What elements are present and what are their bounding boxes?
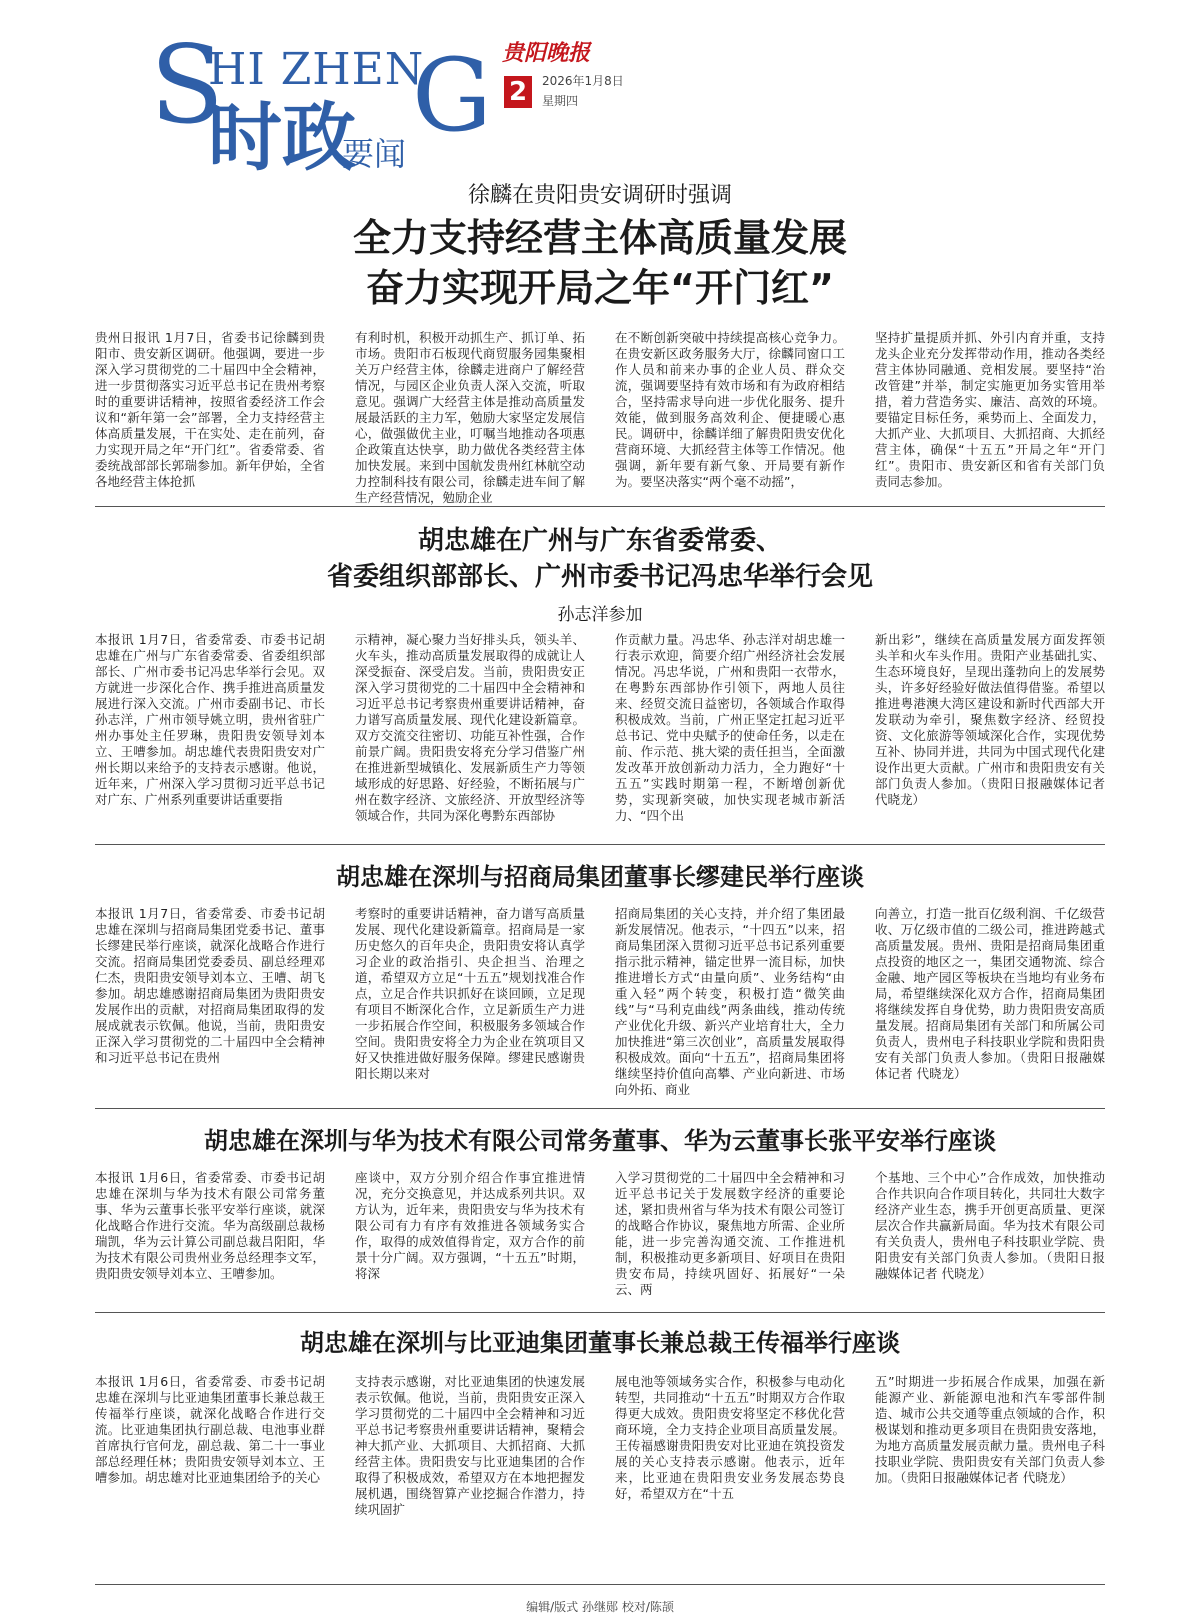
article-3-column: 本报讯 1月7日，省委常委、市委书记胡忠雄在深圳与招商局集团党委书记、董事长缪建民举行座谈，就深化战略合作进行交流。招商局集团党委委员、副总经理邓仁杰，贵阳贵安领导刘本立、王嘈、胡飞参加。胡忠雄感谢招商局集团为贵阳贵安发展作出的贡献，对招商局集团取得的发展成就表示钦佩。他说，当前，贵阳贵安正深入学习贯彻党的二十届四中全会精神和习近平总书记在贵州: [95, 906, 325, 1065]
article-4-column: 个基地、三个中心”合作成效，加快推动合作共识向合作项目转化，共同壮大数字经济产业生态，携手开创更高质量、更深层次合作共赢新局面。华为技术有限公司有关负责人，贵州电子科技职业学院、贵阳贵安有关部门负责人参加。（贵阳日报融媒体记者 代晓龙）: [875, 1170, 1105, 1281]
section-title: 时政: [208, 95, 356, 181]
subsection-title: 要闻: [342, 135, 407, 173]
masthead-big-g: G: [412, 37, 492, 154]
section-masthead: [150, 23, 850, 181]
article-1-column: 贵州日报讯 1月7日，省委书记徐麟到贵阳市、贵安新区调研。他强调，要进一步深入学习贯彻党的二十届四中全会精神，进一步贯彻落实习近平总书记在贵州考察时的重要讲话精神，按照省委经济工作会议和“新年第一会”部署，全力支持经营主体高质量发展，干在实处、走在前列，奋力实现开局之年“开门红”。省委常委、省委统战部部长郭瑞参加。新年伊始，全省各地经营主体抢抓: [95, 330, 325, 489]
editor-credits: 编辑/版式 孙继郧 校对/陈颉: [526, 1600, 674, 1614]
article-2-subhead: 孙志洋参加: [557, 605, 643, 625]
article-4-headline: 胡忠雄在深圳与华为技术有限公司常务董事、华为云董事长张平安举行座谈: [204, 1127, 996, 1155]
article-1-kicker: 徐麟在贵阳贵安调研时强调: [467, 183, 732, 208]
article-5-column: 本报讯 1月6日，省委常委、市委书记胡忠雄在深圳与比亚迪集团董事长兼总裁王传福举行座谈，就深化战略合作进行交流。比亚迪集团执行副总裁、电池事业群首席执行官何龙，副总裁、第二十一事业部总经理任林；贵阳贵安领导刘本立、王嘈参加。胡忠雄对比亚迪集团给予的关心: [95, 1374, 325, 1485]
article-2-headline-line-1: 胡忠雄在广州与广东省委常委、: [417, 526, 782, 556]
article-5-headline: 胡忠雄在深圳与比亚迪集团董事长兼总裁王传福举行座谈: [300, 1329, 900, 1357]
article-2-column: 新出彩”，继续在高质量发展方面发挥领头羊和火车头作用。贵阳产业基础扎实、生态环境良好，呈现出蓬勃向上的发展势头，许多好经验好做法值得借鉴。希望以推进粤港澳大湾区建设和新时代西部大开发联动为牵引，聚焦数字经济、经贸投资、文化旅游等领域深化合作，实现优势互补、协同并进，共同为中国式现代化建设作出更大贡献。广州市和贵阳贵安有关部门负责人参加。（贵阳日报融媒体记者 代晓龙）: [875, 632, 1105, 807]
article-2-column: 本报讯 1月7日，省委常委、市委书记胡忠雄在广州与广东省委常委、省委组织部部长、广州市委书记冯忠华举行会见。双方就进一步深化合作、携手推进高质量发展进行深入交流。广州市委副书记、市长孙志洋，广州市领导姚立明，贵州省驻广州办事处主任罗琳，贵阳贵安领导刘本立、王嘈参加。胡忠雄代表贵阳贵安对广州长期以来给予的支持表示感谢。他说，近年来，广州深入学习贯彻习近平总书记对广东、广州系列重要讲话重要指: [95, 632, 325, 807]
article-2-headline-line-2: 省委组织部部长、广州市委书记冯忠华举行会见: [326, 562, 873, 592]
article-1-column: 在不断创新突破中持续提高核心竞争力。在贵安新区政务服务大厅，徐麟同窗口工作人员和前来办事的企业人员、群众交流，强调要坚持有效市场和有为政府相结合，坚持需求导向进一步优化服务、提升效能，做到服务高效利企、便捷暖心惠民。调研中，徐麟详细了解贵阳贵安优化营商环境、大抓经营主体等工作情况。他强调，新年要有新气象、开局要有新作为。要坚决落实“两个毫不动摇”，: [615, 330, 845, 489]
issue-date: 2026年1月8日: [542, 74, 624, 88]
article-2-column: 作贡献力量。冯忠华、孙志洋对胡忠雄一行表示欢迎，简要介绍广州经济社会发展情况。冯忠华说，广州和贵阳一衣带水，在粤黔东西部协作引领下，两地人员往来、经贸交流日益密切，各领域合作取得积极成效。当前，广州正坚定扛起习近平总书记、党中央赋予的使命任务，以走在前、作示范、挑大梁的责任担当，全面激发改革开放创新动力活力，全力跑好“十五五”实践时期第一程，不断增创新优势，实现新突破，加快实现老城市新活力、“四个出: [615, 632, 845, 823]
article-1-column: 坚持扩量提质并抓、外引内育并重，支持龙头企业充分发挥带动作用，推动各类经营主体协同融通、竞相发展。要坚持“治改管建”并举，制定实施更加务实管用举措，着力营造务实、廉洁、高效的环境。要锚定目标任务，乘势而上、全面发力，大抓产业、大抓项目、大抓招商、大抓经营主体，确保“十五五”开局之年“开门红”。贵阳市、贵安新区和省有关部门负责同志参加。: [875, 330, 1105, 489]
article-4-body: [95, 1170, 1105, 1297]
article-1-column: 有利时机，积极开动抓生产、抓订单、拓市场。贵阳市石板现代商贸服务园集聚相关万户经营主体，徐麟走进商户了解经营情况，与园区企业负责人深入交流，听取意见。强调广大经营主体是推动高质量发展最活跃的主力军，勉励大家坚定发展信心，做强做优主业，叮嘱当地推动各项惠企政策直达快享，助力做优各类经营主体加快发展。来到中国航发贵州红林航空动力控制科技有限公司，徐麟走进车间了解生产经营情况，勉励企业: [355, 330, 585, 505]
article-1-body: [95, 330, 1105, 505]
section-divider: [95, 844, 1105, 845]
article-3-column: 向善立，打造一批百亿级利润、千亿级营收、万亿级市值的二级公司，推进跨越式高质量发展。贵州、贵阳是招商局集团重点投资的地区之一，集团交通物流、综合金融、地产园区等板块在当地均有业务布局，希望继续深化双方合作，招商局集团将继续发挥自身优势，助力贵阳贵安高质量发展。招商局集团有关部门和所属公司负责人，贵州电子科技职业学院和贵阳贵安有关部门负责人参加。（贵阳日报融媒体记者 代晓龙）: [875, 906, 1105, 1081]
masthead-pinyin: HI ZHEN: [208, 44, 425, 95]
section-divider: [95, 1312, 1105, 1313]
section-divider: [95, 1108, 1105, 1109]
issue-weekday: 星期四: [542, 94, 579, 108]
article-2-body: [95, 632, 1105, 826]
article-5-body: [95, 1374, 1105, 1522]
article-2-column: 示精神，凝心聚力当好排头兵，领头羊、火车头，推动高质量发展取得的成就让人深受振奋、深受启发。当前，贵阳贵安正深入学习贯彻党的二十届四中全会精神和习近平总书记考察贵州重要讲话精神，奋力谱写高质量发展、现代化建设新篇章。双方交流交往密切、功能互补性强，合作前景广阔。贵阳贵安将充分学习借鉴广州在推进新型城镇化、发展新质生产力等领域形成的好思路、好经验，不断拓展与广州在数字经济、文旅经济、开放型经济等领域合作，共同为深化粤黔东西部协: [355, 632, 585, 823]
article-1-headline-line-1: 全力支持经营主体高质量发展: [352, 216, 847, 260]
article-3-column: 考察时的重要讲话精神，奋力谱写高质量发展、现代化建设新篇章。招商局是一家历史悠久的百年央企，贵阳贵安将认真学习企业的政治指引、央企担当、治理之道，希望双方立足“十五五”规划找准合作点，立足合作共识抓好在谈回顾，立足现有项目不断深化合作，立足新质生产力进一步拓展合作空间，积极服务多领域合作空间。贵阳贵安将全力为企业在筑项目又好又快推进做好服务保障。缪建民感谢贵阳长期以来对: [355, 906, 585, 1081]
page-number: 2: [504, 76, 532, 108]
article-3-column: 招商局集团的关心支持，并介绍了集团最新发展情况。他表示，“十四五”以来，招商局集团深入贯彻习近平总书记系列重要指示批示精神，锚定世界一流目标，加快推进增长方式“由量向质”、业务结构“由重入轻”两个转变，积极打造“微笑曲线”与“马利克曲线”两条曲线，推动传统产业优化升级、新兴产业培育壮大，全力加快推进“第三次创业”，高质量发展取得积极成效。面向“十五五”，招商局集团将继续坚持价值向高攀、产业向新进、市场向外拓、商业: [615, 906, 845, 1097]
article-5-column: 五”时期进一步拓展合作成果，加强在新能源产业、新能源电池和汽车零部件制造、城市公共交通等重点领域的合作，积极谋划和推动更多项目在贵阳贵安落地，为地方高质量发展贡献力量。贵州电子科技职业学院、贵阳贵安有关部门负责人参加。（贵阳日报融媒体记者 代晓龙）: [875, 1374, 1105, 1485]
paper-name: 贵阳晚报: [502, 40, 591, 66]
article-3-headline: 胡忠雄在深圳与招商局集团董事长缪建民举行座谈: [336, 863, 864, 891]
section-divider: [95, 506, 1105, 507]
article-4-column: 座谈中，双方分别介绍合作事宜推进情况，充分交换意见，并达成系列共识。双方认为，近年来，贵阳贵安与华为技术有限公司有力有序有效推进各领域务实合作，取得的成效值得肯定，双方合作的前景十分广阔。双方强调，“十五五”时期，将深: [355, 1170, 585, 1281]
article-3-body: [95, 906, 1105, 1097]
article-4-column: 本报讯 1月6日，省委常委、市委书记胡忠雄在深圳与华为技术有限公司常务董事、华为云董事长张平安举行座谈，就深化战略合作进行交流。华为高级副总裁杨瑞凯，华为云计算公司副总裁吕阳阳，华为技术有限公司贵州业务总经理李文军，贵阳贵安领导刘本立、王嘈参加。: [95, 1170, 325, 1281]
article-1-headline-line-2: 奋力实现开局之年“开门红”: [366, 266, 834, 310]
masthead-big-s: S: [150, 23, 224, 148]
section-divider: [95, 1584, 1105, 1585]
article-5-column: 支持表示感谢，对比亚迪集团的快速发展表示钦佩。他说，当前，贵阳贵安正深入学习贯彻党的二十届四中全会精神和习近平总书记考察贵州重要讲话精神，聚精会神大抓产业、大抓项目、大抓招商、大抓经营主体。贵阳贵安与比亚迪集团的合作取得了积极成效，希望双方在本地把握发展机遇，围绕智算产业挖掘合作潜力，持续巩固扩: [355, 1374, 585, 1517]
article-4-column: 入学习贯彻党的二十届四中全会精神和习近平总书记关于发展数字经济的重要论述，紧扣贵州省与华为技术有限公司签订的战略合作协议，聚焦地方所需、企业所能，进一步完善沟通交流、工作推进机制，积极推动更多新项目、好项目在贵阳贵安布局，持续巩固好、拓展好“一朵云、两: [615, 1170, 845, 1297]
article-5-column: 展电池等领域务实合作，积极参与电动化转型，共同推动“十五五”时期双方合作取得更大成效。贵阳贵安将坚定不移优化营商环境，全力支持企业项目高质量发展。王传福感谢贵阳贵安对比亚迪在筑投资发展的关心支持表示感谢。他表示，近年来，比亚迪在贵阳贵安业务发展态势良好，希望双方在“十五: [615, 1374, 845, 1501]
